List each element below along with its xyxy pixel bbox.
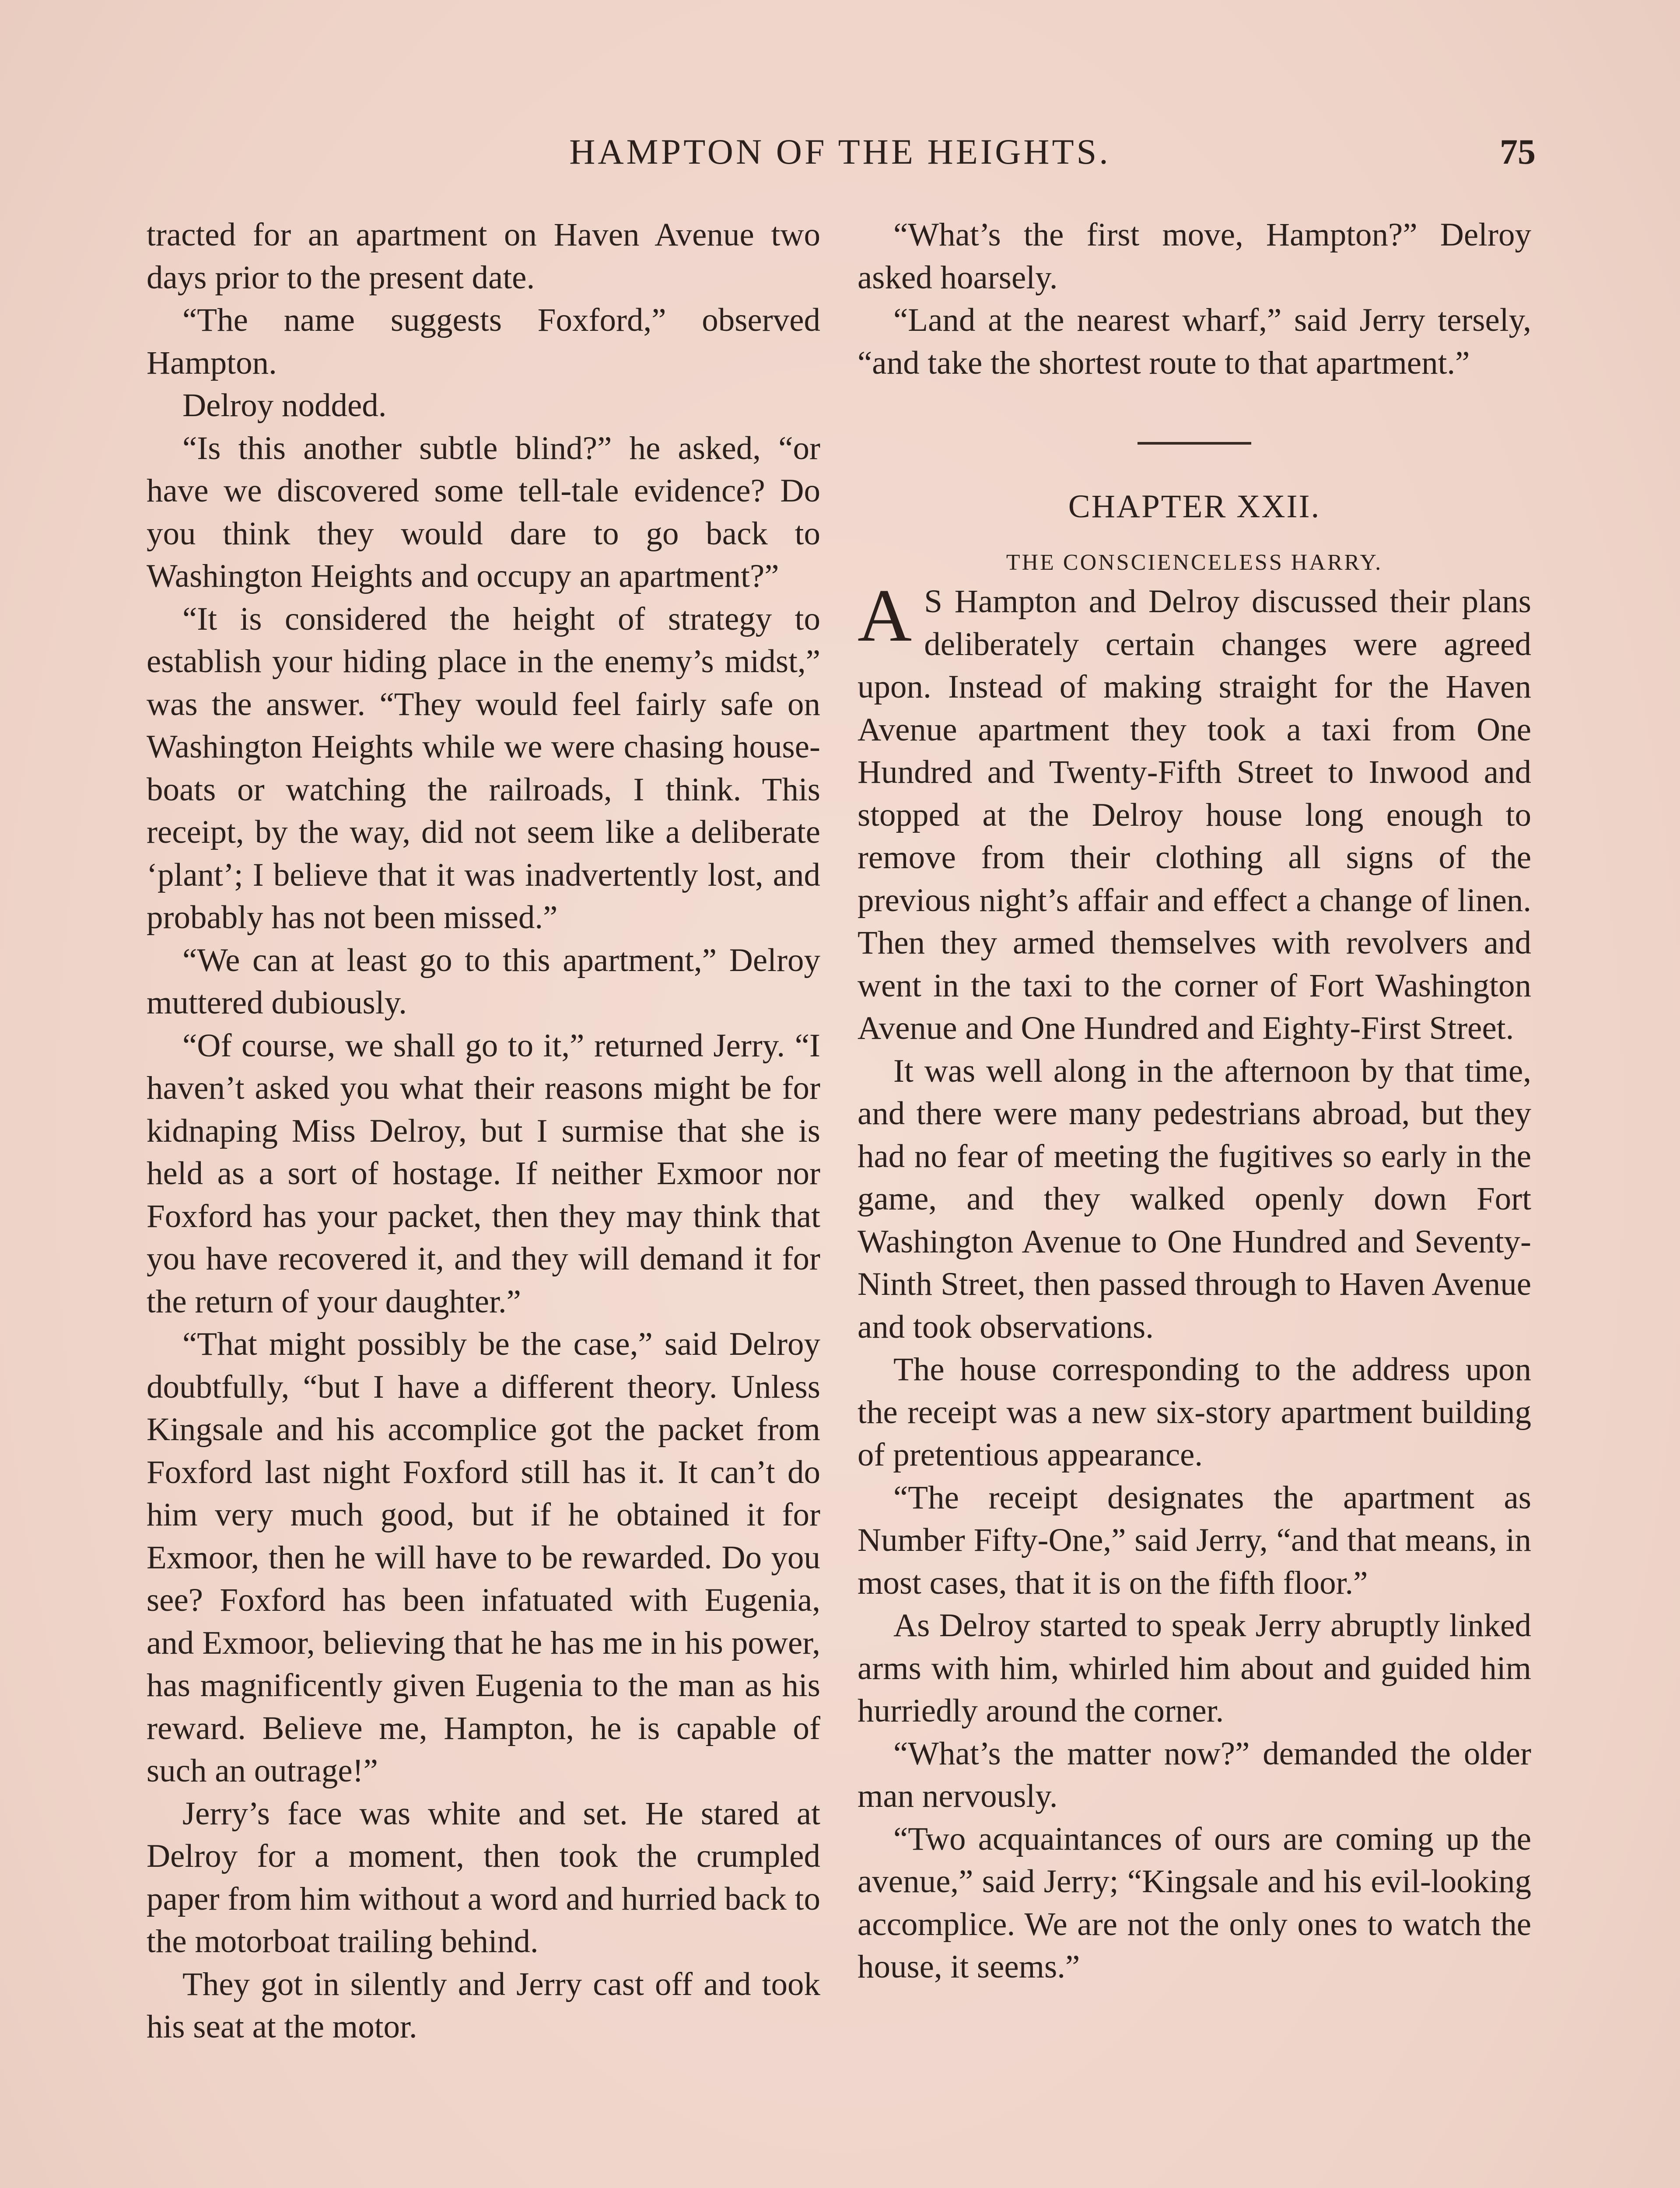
paragraph: “Land at the nearest wharf,” said Jerry tersely, “and take the shortest route to that apartment.” [858, 302, 1531, 381]
paragraph: tracted for an apartment on Haven Avenue two days prior to the present date. [147, 217, 820, 296]
page-number: 75 [1500, 132, 1536, 172]
left-column [147, 214, 820, 2048]
paragraph: “Of course, we shall go to it,” returned Jerry. “I haven’t asked you what their reasons might be for kidnaping Miss Delroy, but I surmise that she is held as a sort of hostage. If neither Exmoor nor Foxford has your packet, then they may think that you have recovered it, and they will demand it for the return of your daughter.” [147, 1027, 820, 1320]
chapter-heading: CHAPTER XXII. [1068, 488, 1321, 525]
paragraph: As Delroy started to speak Jerry abruptly linked arms with him, whirled him about and guided him hurriedly around the corner. [858, 1607, 1531, 1729]
paragraph: “What’s the first move, Hampton?” Delroy asked hoarsely. [858, 217, 1531, 296]
chapter-subtitle: THE CONSCIENCELESS HARRY. [1006, 550, 1383, 575]
running-title: HAMPTON OF THE HEIGHTS. [569, 132, 1111, 172]
paragraph: “It is considered the height of strategy to establish your hiding place in the enemy’s midst,” was the answer. “They would feel fairly safe on Washington Heights while we were chasing house-boats or watching the railroads, I think. This receipt, by the way, did not seem like a deliberate ‘plant’; I believe that it was inadvertently lost, and probably has not been missed.” [147, 600, 820, 936]
paragraph: It was well along in the afternoon by that time, and there were many pedestrians abroad, but they had no fear of meeting the fugitives so early in the game, and they walked openly down Fort Washington Avenue to One Hundred and Seventy-Ninth Street, then passed through to Haven Avenue and took observations. [858, 1052, 1531, 1345]
drop-cap: A [858, 574, 912, 657]
running-head [144, 131, 1536, 179]
paragraph: “The receipt designates the apartment as Number Fifty-One,” said Jerry, “and that means, in most cases, that it is on the fifth floor.” [858, 1479, 1531, 1601]
right-column [858, 214, 1531, 1988]
paragraph: “Two acquaintances of ours are coming up the avenue,” said Jerry; “Kingsale and his evil-looking accomplice. We are not the only ones to watch the house, it seems.” [858, 1820, 1531, 1985]
paragraph: “We can at least go to this apartment,” Delroy muttered dubiously. [147, 942, 820, 1021]
paragraph: Delroy nodded. [182, 387, 387, 424]
paragraph: “Is this another subtle blind?” he asked, “or have we discovered some tell-tale evidence? Do you think they would dare to go back to Washington Heights and occupy an apartment?” [147, 430, 820, 594]
paragraph: Jerry’s face was white and set. He stared at Delroy for a moment, then took the crumpled paper from him without a word and hurried back to the motorboat trailing behind. [147, 1795, 820, 1960]
paragraph: “That might possibly be the case,” said Delroy doubtfully, “but I have a different theory. Unless Kingsale and his accomplice got the packet from Foxford last night Foxford still has it. It can’t do him very much good, but if he obtained it for Exmoor, then he will have to be rewarded. Do you see? Foxford has been infatuated with Eugenia, and Exmoor, believing that he has me in his power, has magnificently given Eugenia to the man as his reward. Believe me, Hampton, he is capable of such an outrage!” [147, 1326, 820, 1789]
chapter-opening-text: S Hampton and Delroy discussed their plans deliberately certain changes were agreed upon. Instead of making straight for the Haven Avenue apartment they took a taxi from One Hundred and Twenty-Fifth Street to Inwood and stopped at the Delroy house long enough to remove from their clothing all signs of the previous night’s affair and effect a change of linen. Then they armed themselves with revolvers and went in the taxi to the corner of Fort Washington Avenue and One Hundred and Eighty-First Street. [858, 583, 1531, 1046]
section-divider [1138, 442, 1251, 445]
paragraph: “The name suggests Foxford,” observed Hampton. [147, 302, 820, 381]
paragraph: They got in silently and Jerry cast off and took his seat at the motor. [147, 1966, 820, 2045]
paragraph: “What’s the matter now?” demanded the older man nervously. [858, 1735, 1531, 1814]
paragraph: The house corresponding to the address upon the receipt was a new six-story apartment building of pretentious appearance. [858, 1351, 1531, 1473]
chapter-opening-paragraph [858, 574, 1531, 1050]
